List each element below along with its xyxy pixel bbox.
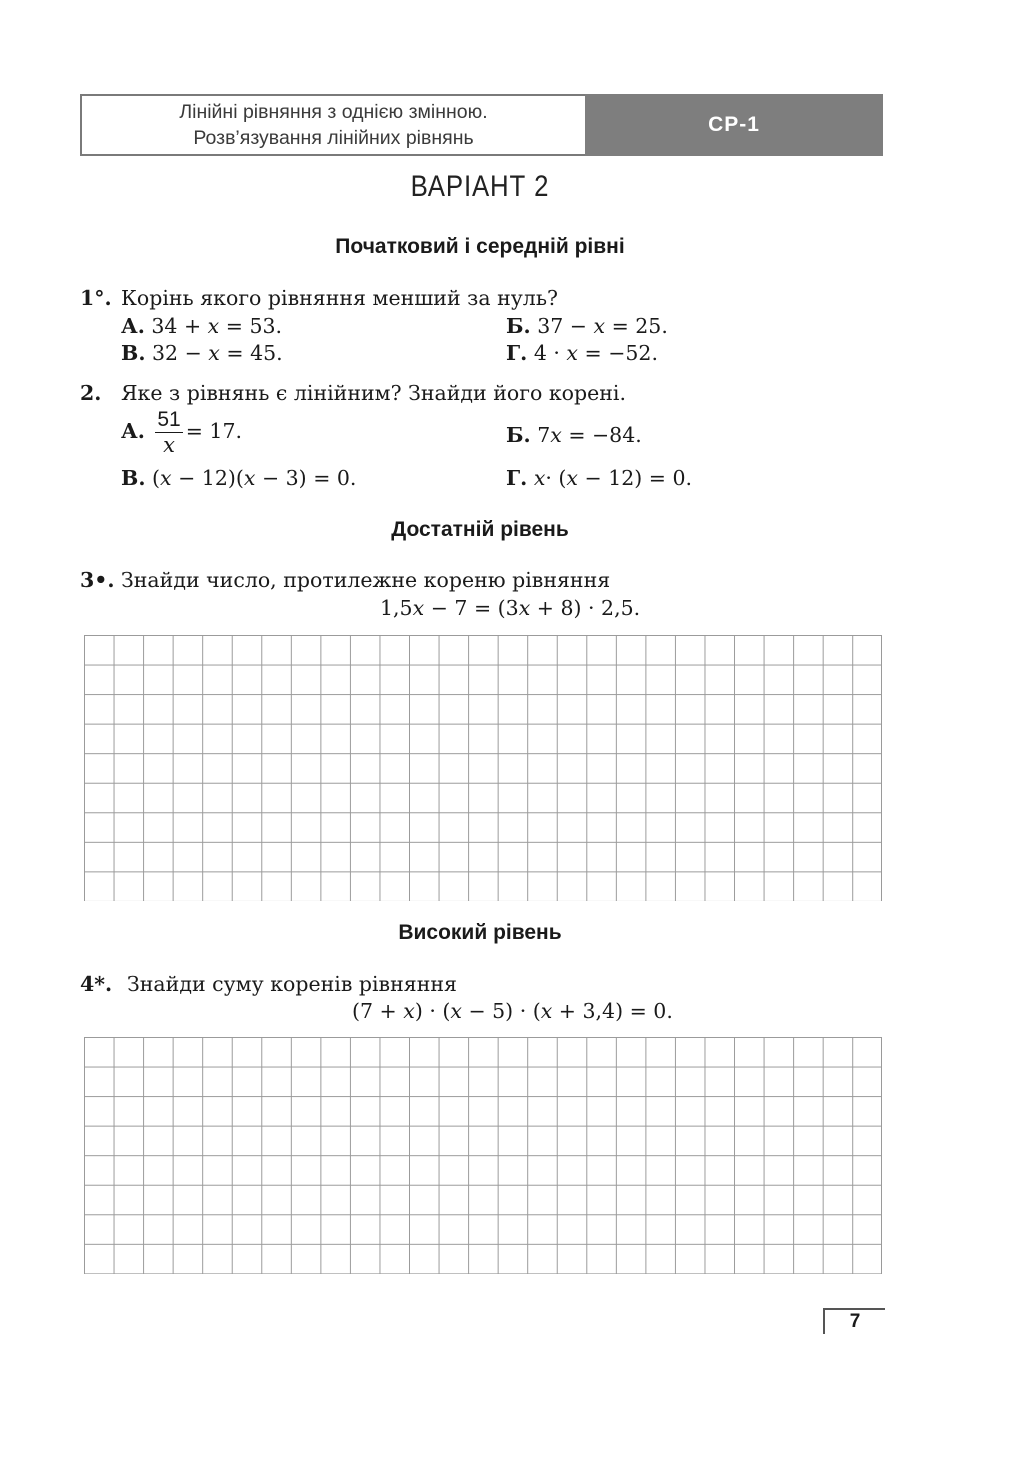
task-1-option-a <box>121 314 282 338</box>
option-text: 37 − x = 25. <box>537 314 668 338</box>
option-label: Б. <box>506 314 531 338</box>
task-2-number: 2. <box>80 381 102 405</box>
task-1 <box>80 286 558 310</box>
page-header <box>80 94 883 156</box>
task-1-option-b <box>506 314 668 338</box>
answer-grid-task-4[interactable] <box>84 1037 882 1274</box>
task-3 <box>80 568 610 592</box>
level-high-heading: Високий рівень <box>398 921 562 944</box>
task-2-option-d <box>506 466 692 490</box>
task-4 <box>80 972 457 996</box>
task-1-option-d <box>506 341 658 365</box>
option-label: В. <box>121 466 146 490</box>
page-number: 7 <box>823 1308 885 1334</box>
level-sufficient-heading: Достатній рівень <box>391 518 569 541</box>
answer-grid-task-3[interactable] <box>84 635 882 901</box>
header-topic <box>80 94 585 156</box>
task-2-option-b <box>506 423 642 447</box>
option-text: 32 − x = 45. <box>152 341 283 365</box>
option-text: 4 · x = −52. <box>533 341 658 365</box>
level-basic-heading: Початковий і середній рівні <box>335 235 625 258</box>
task-2-question: Яке з рівнянь є лінійним? Знайди його корені. <box>121 381 626 405</box>
task-2 <box>80 381 626 405</box>
option-label: Г. <box>506 341 528 365</box>
header-topic-line1: Лінійні рівняння з однією змінною. <box>179 101 488 123</box>
task-1-number: 1°. <box>80 286 112 310</box>
task-3-equation: 1,5x − 7 = (3x + 8) · 2,5. <box>380 596 641 620</box>
task-1-option-c <box>121 341 283 365</box>
option-label: А. <box>121 419 145 443</box>
option-label: А. <box>121 314 145 338</box>
task-3-number: 3•. <box>80 568 115 592</box>
option-label: Б. <box>506 423 531 447</box>
task-3-question: Знайди число, протилежне кореню рівняння <box>121 568 611 592</box>
variant-title: ВАРІАНТ 2 <box>410 170 550 203</box>
option-text: 7x = −84. <box>537 423 642 447</box>
header-topic-line2: Розв’язування лінійних рівнянь <box>193 127 474 149</box>
task-4-equation: (7 + x) · (x − 5) · (x + 3,4) = 0. <box>352 999 673 1023</box>
header-code: СР-1 <box>585 94 883 156</box>
task-4-number: 4*. <box>80 972 113 996</box>
fraction-numerator: 51 <box>157 408 181 431</box>
option-text: = 17. <box>185 419 243 443</box>
task-2-option-c <box>121 466 356 490</box>
option-label: В. <box>121 341 146 365</box>
option-text: x· (x − 12) = 0. <box>533 466 693 490</box>
option-text: 34 + x = 53. <box>151 314 283 338</box>
fraction-denominator: x <box>163 433 175 457</box>
option-label: Г. <box>506 466 528 490</box>
task-2-option-a <box>121 408 242 457</box>
task-1-question: Корінь якого рівняння менший за нуль? <box>121 286 558 310</box>
option-text: (x − 12)(x − 3) = 0. <box>152 466 357 490</box>
fraction <box>155 408 182 457</box>
task-4-question: Знайди суму коренів рівняння <box>127 972 457 996</box>
